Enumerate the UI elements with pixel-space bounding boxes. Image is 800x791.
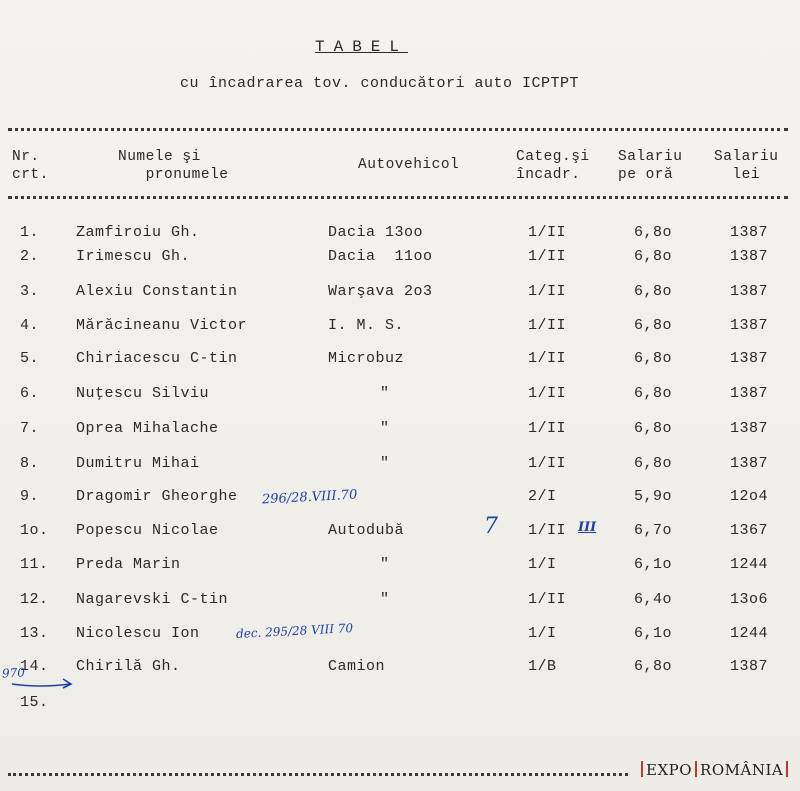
handwritten-arrow-icon (10, 672, 76, 692)
row-category: 1/II (528, 350, 567, 367)
row-vehicle: I. M. S. (328, 317, 405, 334)
row-name: Chirilă Gh. (76, 658, 181, 675)
row-salary: 1387 (730, 317, 769, 334)
row-number: 2. (20, 248, 40, 265)
row-hourly-rate: 6,8o (634, 248, 673, 265)
row-number: 1o. (20, 522, 49, 539)
row-name: Mărăcineanu Victor (76, 317, 248, 334)
row-vehicle: Camion (328, 658, 386, 675)
row-hourly-rate: 6,8o (634, 385, 673, 402)
row-number: 13. (20, 625, 49, 642)
dashed-rule-header (8, 196, 788, 199)
document-subtitle: cu încadrarea tov. conducători auto ICPTPT (180, 75, 580, 92)
row-category: 1/I (528, 625, 557, 642)
handwritten-note-row14: 970 (1, 665, 26, 681)
row-salary: 1244 (730, 625, 769, 642)
row-salary: 1387 (730, 224, 769, 241)
row-name: Nuţescu Silviu (76, 385, 210, 402)
row-name: Nagarevski C-tin (76, 591, 229, 608)
row-name: Irimescu Gh. (76, 248, 191, 265)
row-name: Oprea Mihalache (76, 420, 219, 437)
row-hourly-rate: 5,9o (634, 488, 673, 505)
row-name: Alexiu Constantin (76, 283, 238, 300)
row-salary: 1387 (730, 420, 769, 437)
row-vehicle: " (380, 556, 390, 573)
row-hourly-rate: 6,8o (634, 224, 673, 241)
dashed-rule-top (8, 128, 788, 131)
row-salary: 12o4 (730, 488, 769, 505)
row-category: 1/II (528, 385, 567, 402)
row-salary: 1387 (730, 658, 769, 675)
header-hourly-rate: Salariu pe oră (618, 149, 683, 183)
handwritten-mark-row10: 7 (484, 514, 498, 539)
row-category: 1/II (528, 522, 567, 539)
row-name: Zamfiroiu Gh. (76, 224, 200, 241)
handwritten-note-row13: dec. 295/28 VIII 70 (235, 620, 354, 642)
row-hourly-rate: 6,8o (634, 317, 673, 334)
row-salary: 1387 (730, 455, 769, 472)
row-name: Nicolescu Ion (76, 625, 200, 642)
row-hourly-rate: 6,4o (634, 591, 673, 608)
row-vehicle: Dacia 11oo (328, 248, 433, 265)
row-hourly-rate: 6,8o (634, 420, 673, 437)
row-vehicle: Microbuz (328, 350, 405, 367)
row-salary: 1387 (730, 248, 769, 265)
row-number: 4. (20, 317, 40, 334)
row-number: 15. (20, 694, 49, 711)
row-number: 3. (20, 283, 40, 300)
row-number: 6. (20, 385, 40, 402)
row-name: Dragomir Gheorghe (76, 488, 238, 505)
row-salary: 1367 (730, 522, 769, 539)
handwritten-note-row9: 296/28.VIII.70 (261, 487, 358, 508)
handwritten-category-row10: III (578, 520, 597, 535)
row-hourly-rate: 6,8o (634, 350, 673, 367)
row-hourly-rate: 6,8o (634, 658, 673, 675)
row-number: 5. (20, 350, 40, 367)
row-vehicle: " (380, 591, 390, 608)
row-category: 1/II (528, 224, 567, 241)
watermark-logo: EXPO ROMÂNIA (638, 761, 791, 779)
row-number: 12. (20, 591, 49, 608)
row-hourly-rate: 6,1o (634, 556, 673, 573)
row-name: Preda Marin (76, 556, 181, 573)
row-salary: 13o6 (730, 591, 769, 608)
row-name: Chiriacescu C-tin (76, 350, 238, 367)
row-category: 1/I (528, 556, 557, 573)
row-category: 1/II (528, 591, 567, 608)
row-number: 7. (20, 420, 40, 437)
row-category: 1/II (528, 317, 567, 334)
row-category: 1/II (528, 420, 567, 437)
header-category: Categ.şi încadr. (516, 149, 590, 183)
row-salary: 1387 (730, 350, 769, 367)
row-category: 2/I (528, 488, 557, 505)
row-category: 1/II (528, 248, 567, 265)
row-category: 1/II (528, 283, 567, 300)
row-vehicle: " (380, 385, 390, 402)
row-salary: 1387 (730, 283, 769, 300)
row-vehicle: Dacia 13oo (328, 224, 424, 241)
row-category: 1/B (528, 658, 557, 675)
header-vehicle: Autovehicol (358, 157, 460, 173)
row-number: 1. (20, 224, 40, 241)
header-nr: Nr. crt. (12, 149, 49, 183)
row-name: Dumitru Mihai (76, 455, 200, 472)
row-hourly-rate: 6,8o (634, 283, 673, 300)
row-vehicle: Autodubă (328, 522, 405, 539)
row-hourly-rate: 6,8o (634, 455, 673, 472)
row-vehicle: Warşava 2o3 (328, 283, 433, 300)
document-title: TABEL (315, 38, 409, 56)
row-vehicle: " (380, 420, 390, 437)
header-salary: Salariu lei (714, 149, 779, 183)
row-salary: 1387 (730, 385, 769, 402)
dashed-rule-bottom (8, 773, 628, 776)
row-vehicle: " (380, 455, 390, 472)
row-salary: 1244 (730, 556, 769, 573)
row-number: 9. (20, 488, 40, 505)
row-number: 11. (20, 556, 49, 573)
row-category: 1/II (528, 455, 567, 472)
header-name: Numele şi pronumele (118, 149, 229, 183)
row-number: 8. (20, 455, 40, 472)
row-number: 14. (20, 658, 49, 675)
row-name: Popescu Nicolae (76, 522, 219, 539)
row-hourly-rate: 6,1o (634, 625, 673, 642)
row-hourly-rate: 6,7o (634, 522, 673, 539)
